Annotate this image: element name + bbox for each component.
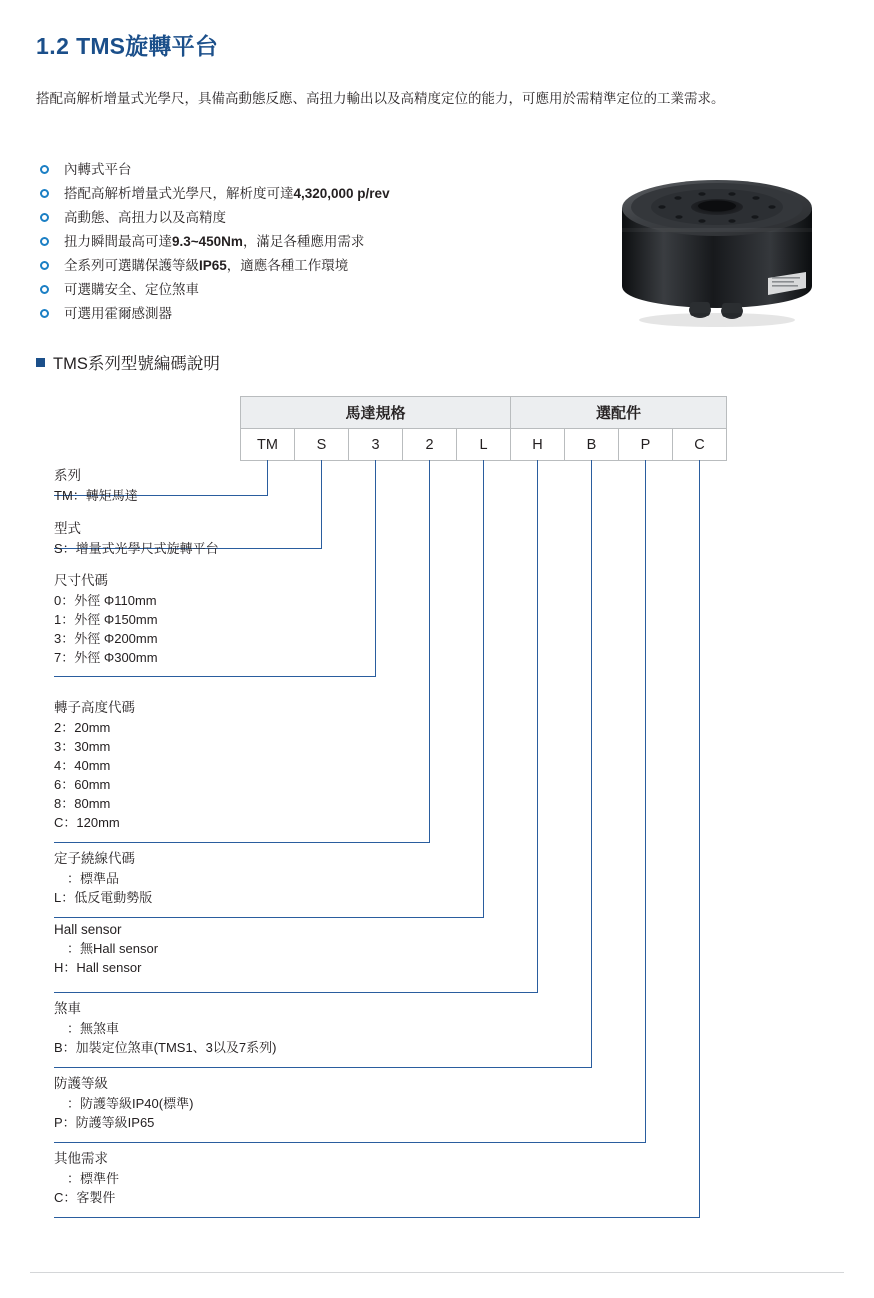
legend-line: L：低反電動勢版 (54, 890, 153, 905)
list-item (36, 254, 596, 278)
legend-line: C：120mm (54, 815, 120, 830)
legend-block-size (54, 569, 754, 667)
legend-block-other-requirements (54, 1147, 754, 1207)
legend-block-series (54, 464, 754, 505)
page-title-number: 1.2 (36, 33, 70, 59)
feature-list (36, 158, 596, 326)
legend-line: 3：30mm (54, 739, 111, 754)
footer-divider (30, 1272, 844, 1273)
list-item (36, 230, 596, 254)
square-bullet-icon (36, 358, 45, 367)
list-item-label: 可選用霍爾感測器 (64, 306, 172, 321)
bullet-dot-icon (40, 165, 49, 174)
legend-block-brake (54, 997, 754, 1057)
table-group-row (241, 397, 727, 429)
legend-line: 1：外徑 Φ150mm (54, 612, 158, 627)
bullet-dot-icon (40, 261, 49, 270)
list-item-label: 扭力瞬間最高可達9.3~450Nm，滿足各種應用需求 (64, 234, 365, 249)
legend-line: TM：轉矩馬達 (54, 488, 138, 503)
legend-line: 2：20mm (54, 720, 111, 735)
legend-line: 7：外徑 Φ300mm (54, 650, 158, 665)
legend-line: ：防護等級IP40(標準) (54, 1096, 194, 1111)
legend-line: ：無煞車 (54, 1021, 120, 1036)
legend-title: 系列 (54, 468, 81, 483)
legend-block-protection-class (54, 1072, 754, 1132)
table-cell-code: P (619, 429, 673, 461)
legend-line: B：加裝定位煞車(TMS1、3以及7系列) (54, 1040, 277, 1055)
table-cell-code: 2 (403, 429, 457, 461)
list-item-label: 內轉式平台 (64, 162, 132, 177)
legend-line: H：Hall sensor (54, 960, 142, 975)
list-item-label: 可選購安全、定位煞車 (64, 282, 199, 297)
list-item (36, 278, 596, 302)
legend-line: ：標準件 (54, 1171, 120, 1186)
list-item-label: 搭配高解析增量式光學尺，解析度可達4,320,000 p/rev (64, 186, 390, 201)
legend-block-hall-sensor (54, 922, 754, 977)
legend-title: 尺寸代碼 (54, 573, 108, 588)
legend-line: ：無Hall sensor (54, 941, 159, 956)
table-group-header: 選配件 (511, 397, 727, 429)
bullet-dot-icon (40, 237, 49, 246)
legend-block-type (54, 517, 754, 558)
section-title (36, 350, 220, 374)
table-cell-code: TM (241, 429, 295, 461)
product-photo (592, 168, 842, 338)
connector-rule (54, 917, 484, 918)
connector-rule (54, 676, 376, 677)
legend-line: 4：40mm (54, 758, 111, 773)
table-cell-code: 3 (349, 429, 403, 461)
list-item-label: 全系列可選購保護等級IP65，適應各種工作環境 (64, 258, 349, 273)
legend-line: S：增量式光學尺式旋轉平台 (54, 541, 219, 556)
list-item (36, 158, 596, 182)
list-item-label: 高動態、高扭力以及高精度 (64, 210, 226, 225)
legend-title: 型式 (54, 521, 81, 536)
legend-title: 轉子高度代碼 (54, 700, 135, 715)
table-cell-code: L (457, 429, 511, 461)
list-item (36, 206, 596, 230)
legend-line: C：客製件 (54, 1190, 116, 1205)
legend-line: 0：外徑 Φ110mm (54, 593, 157, 608)
connector-rule (54, 992, 538, 993)
table-cell-code: S (295, 429, 349, 461)
legend-line: ：標準品 (54, 871, 120, 886)
legend-title: 煞車 (54, 1001, 81, 1016)
table-row (241, 429, 727, 461)
connector-rule (54, 1217, 700, 1218)
table-cell-code: B (565, 429, 619, 461)
bullet-dot-icon (40, 189, 49, 198)
legend-title: 定子繞線代碼 (54, 851, 135, 866)
list-item (36, 182, 596, 206)
table-group-header: 馬達規格 (241, 397, 511, 429)
intro-paragraph: 搭配高解析增量式光學尺，具備高動態反應、高扭力輸出以及高精度定位的能力，可應用於需精準定位的工業需求。 (36, 91, 725, 106)
list-item (36, 302, 596, 326)
page-title-text: TMS旋轉平台 (76, 33, 219, 59)
model-code-table (240, 396, 727, 461)
legend-block-rotor-height (54, 696, 754, 832)
legend-line: 8：80mm (54, 796, 111, 811)
legend-line: 6：60mm (54, 777, 111, 792)
legend-block-stator-winding (54, 847, 754, 907)
table-cell-code: C (673, 429, 727, 461)
connector-rule (54, 1067, 592, 1068)
page-title (36, 28, 218, 61)
legend-title: Hall sensor (54, 922, 122, 937)
legend-line: 3：外徑 Φ200mm (54, 631, 158, 646)
legend-title: 其他需求 (54, 1151, 108, 1166)
connector-rule (54, 842, 430, 843)
bullet-dot-icon (40, 285, 49, 294)
connector-rule (54, 1142, 646, 1143)
bullet-dot-icon (40, 309, 49, 318)
table-cell-code: H (511, 429, 565, 461)
bullet-dot-icon (40, 213, 49, 222)
legend-title: 防護等級 (54, 1076, 108, 1091)
section-title-label: TMS系列型號編碼說明 (53, 355, 220, 373)
legend-line: P：防護等級IP65 (54, 1115, 155, 1130)
